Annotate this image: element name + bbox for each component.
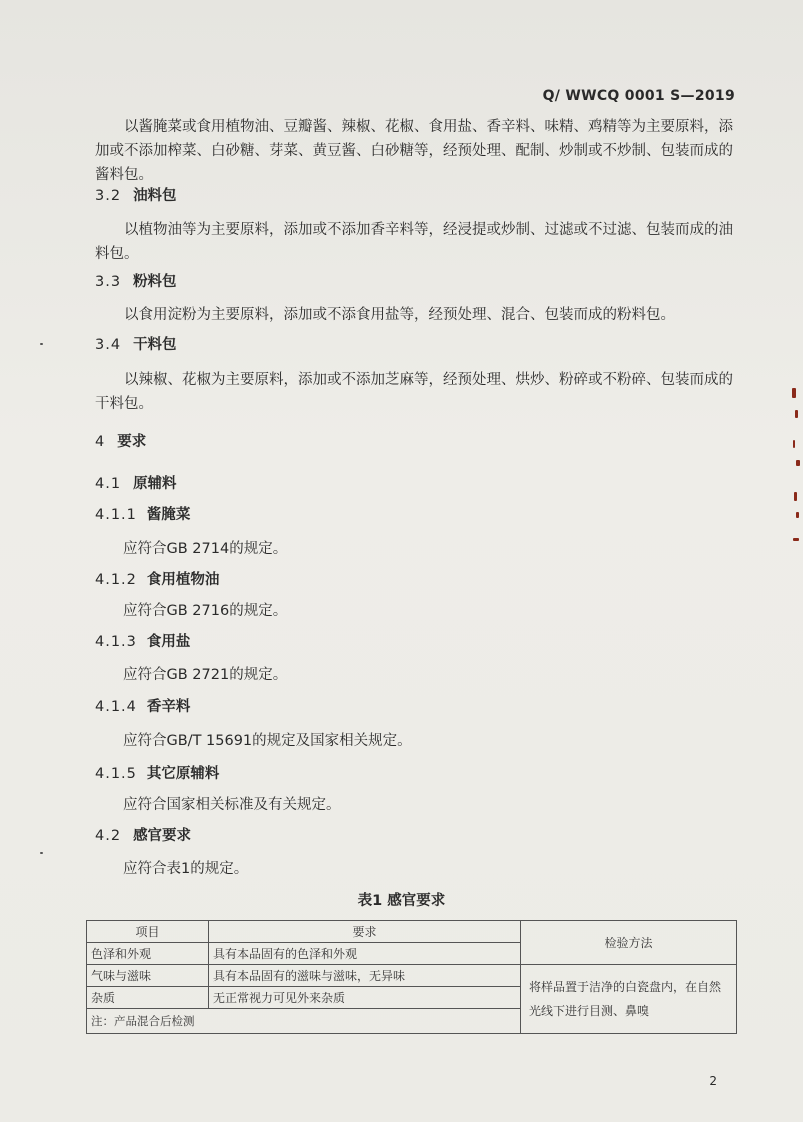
section-number: 4 bbox=[95, 434, 106, 450]
section-4-1-heading bbox=[95, 472, 177, 493]
section-3-3-heading bbox=[95, 270, 177, 291]
table-header-cell: 检验方法 bbox=[521, 921, 737, 965]
section-4-2-heading bbox=[95, 824, 191, 845]
scan-mark bbox=[796, 512, 799, 518]
section-4-heading bbox=[95, 430, 146, 451]
table-header-row bbox=[87, 921, 737, 943]
section-4-1-4-text: 应符合GB/T 15691的规定及国家相关规定。 bbox=[123, 733, 412, 749]
section-4-1-3-text: 应符合GB 2721的规定。 bbox=[123, 667, 288, 683]
scan-mark bbox=[792, 388, 796, 398]
section-4-1-1-heading bbox=[95, 503, 190, 524]
scan-mark bbox=[793, 538, 799, 541]
section-number: 4.1.3 bbox=[95, 634, 137, 650]
table-note: 注：产品混合后检测 bbox=[87, 1009, 521, 1034]
section-title: 感官要求 bbox=[133, 828, 192, 844]
table-cell: 杂质 bbox=[87, 987, 209, 1009]
section-3-2-text: 以植物油等为主要原料，添加或不添加香辛料等，经浸提或炒制、过滤或不过滤、包装而成的油料包。 bbox=[95, 222, 733, 262]
intro-paragraph: 以酱腌菜或食用植物油、豆瓣酱、辣椒、花椒、食用盐、香辛料、味精、鸡精等为主要原料，添加或不添加榨菜、白砂糖、芽菜、黄豆酱、白砂糖等，经预处理、配制、炒制或不炒制、包装而成的酱料包。 bbox=[95, 119, 733, 183]
page-number: 2 bbox=[709, 1074, 717, 1088]
section-4-1-5-heading bbox=[95, 762, 219, 783]
section-title: 油料包 bbox=[133, 188, 177, 204]
sensory-requirements-table bbox=[86, 920, 737, 1034]
section-title: 要求 bbox=[117, 434, 147, 450]
section-number: 4.1.4 bbox=[95, 699, 137, 715]
section-3-3-text: 以食用淀粉为主要原料，添加或不添食用盐等，经预处理、混合、包装而成的粉料包。 bbox=[124, 307, 675, 323]
section-4-1-5-text: 应符合国家相关标准及有关规定。 bbox=[123, 797, 341, 813]
section-title: 食用盐 bbox=[146, 634, 191, 650]
section-number: 3.2 bbox=[95, 188, 122, 204]
section-title: 干料包 bbox=[133, 337, 177, 353]
table-cell: 气味与滋味 bbox=[87, 965, 209, 987]
section-number: 4.1.5 bbox=[95, 766, 137, 782]
table-cell: 具有本品固有的滋味与滋味，无异味 bbox=[209, 965, 521, 987]
section-title: 香辛料 bbox=[146, 699, 191, 715]
section-4-1-2-heading bbox=[95, 568, 219, 589]
section-title: 原辅料 bbox=[133, 476, 177, 492]
scan-mark bbox=[40, 852, 43, 854]
scan-mark bbox=[40, 343, 43, 345]
section-3-4-heading bbox=[95, 333, 177, 354]
table-header-cell: 要求 bbox=[209, 921, 521, 943]
section-number: 4.1.2 bbox=[95, 572, 137, 588]
section-title: 酱腌菜 bbox=[146, 507, 191, 523]
section-4-1-3-heading bbox=[95, 630, 190, 651]
scan-mark bbox=[795, 410, 798, 418]
section-4-1-4-heading bbox=[95, 695, 190, 716]
table-header-cell: 项目 bbox=[87, 921, 209, 943]
section-number: 4.1 bbox=[95, 476, 122, 492]
section-number: 4.2 bbox=[95, 828, 122, 844]
section-title: 粉料包 bbox=[133, 274, 177, 290]
section-4-2-text: 应符合表1的规定。 bbox=[123, 861, 249, 877]
section-4-1-2-text: 应符合GB 2716的规定。 bbox=[123, 603, 288, 619]
table-cell: 无正常视力可见外来杂质 bbox=[209, 987, 521, 1009]
scan-mark bbox=[796, 460, 800, 466]
inspection-method-cell: 将样品置于洁净的白瓷盘内，在自然光线下进行目测、鼻嗅 bbox=[521, 965, 737, 1034]
section-number: 3.3 bbox=[95, 274, 122, 290]
section-3-2-heading bbox=[95, 184, 177, 205]
scan-mark bbox=[794, 492, 797, 501]
table-title: 表1 感官要求 bbox=[357, 893, 446, 909]
section-number: 3.4 bbox=[95, 337, 122, 353]
section-number: 4.1.1 bbox=[95, 507, 137, 523]
section-title: 其它原辅料 bbox=[146, 766, 220, 782]
document-code: Q/ WWCQ 0001 S—2019 bbox=[542, 88, 735, 104]
section-4-1-1-text: 应符合GB 2714的规定。 bbox=[123, 541, 288, 557]
section-title: 食用植物油 bbox=[146, 572, 220, 588]
table-cell: 具有本品固有的色泽和外观 bbox=[209, 943, 521, 965]
table-row bbox=[87, 965, 737, 987]
table-cell: 色泽和外观 bbox=[87, 943, 209, 965]
scan-mark bbox=[793, 440, 795, 448]
section-3-4-text: 以辣椒、花椒为主要原料，添加或不添加芝麻等，经预处理、烘炒、粉碎或不粉碎、包装而成的干料包。 bbox=[95, 372, 733, 412]
